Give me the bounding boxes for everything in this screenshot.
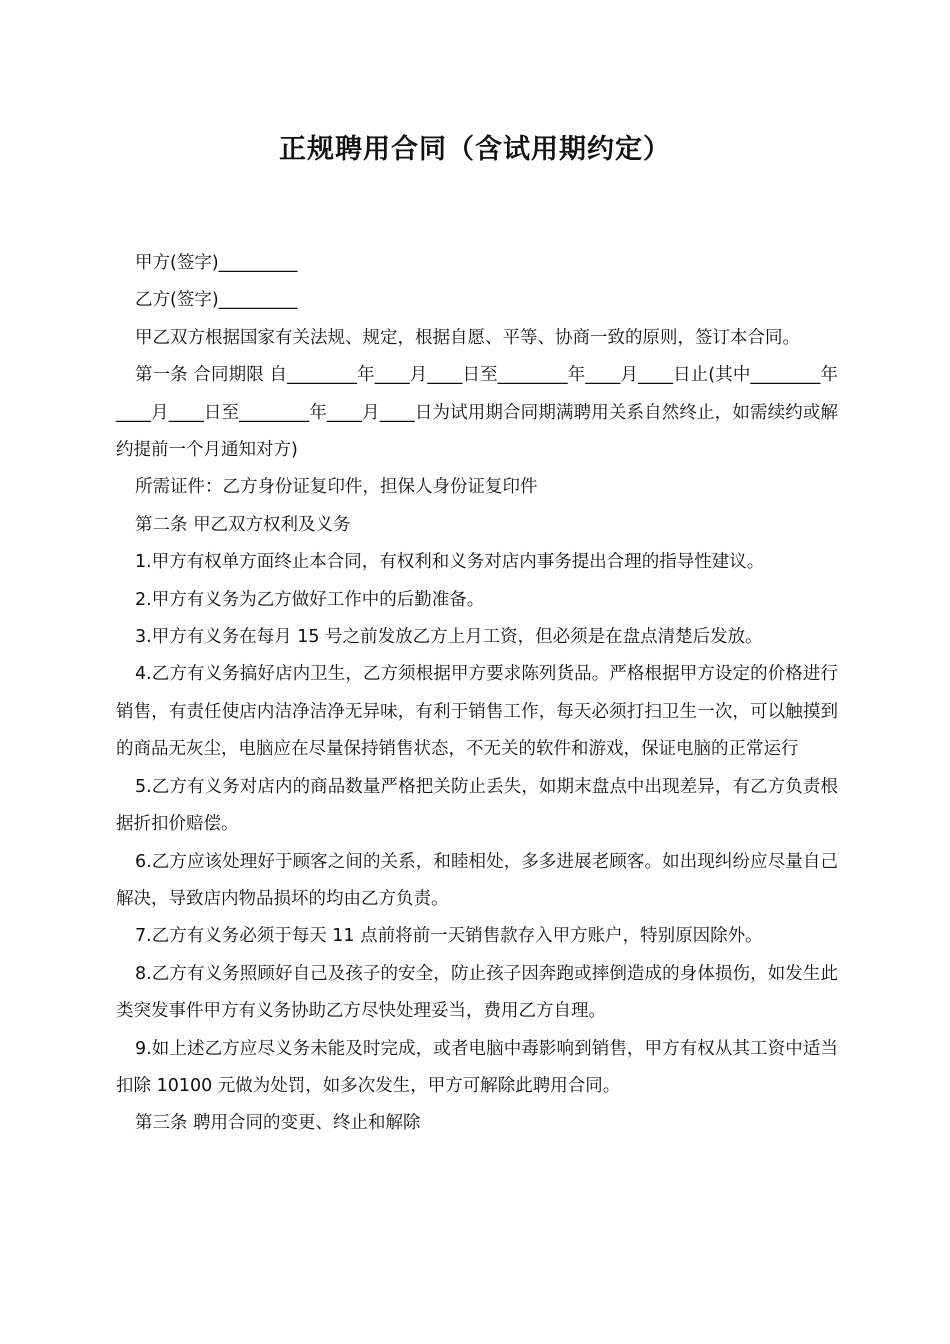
- clause-7: 7.乙方有义务必须于每天 11 点前将前一天销售款存入甲方账户，特别原因除外。: [135, 926, 763, 947]
- clause-3: 3.甲方有义务在每月 15 号之前发放乙方上月工资，但必须是在盘点清楚后发放。: [135, 627, 763, 648]
- clause-1: 1.甲方有权单方面终止本合同，有权利和义务对店内事务提出合理的指导性建议。: [135, 552, 765, 573]
- clause-5: 5.乙方有义务对店内的商品数量严格把关防止丢失，如期末盘点中出现差异，有乙方负责根据折扣价赔偿。: [116, 776, 838, 835]
- clause-9: 9.如上述乙方应尽义务未能及时完成，或者电脑中毒影响到销售，甲方有权从其工资中适当扣除 10100 元做为处罚，如多次发生，甲方可解除此聘用合同。: [116, 1038, 838, 1096]
- clause-8: 8.乙方有义务照顾好自己及孩子的安全，防止孩子因奔跑或摔倒造成的身体损伤，如发生此类突发事件甲方有义务协助乙方尽快处理妥当，费用乙方自理。: [116, 963, 838, 1022]
- party-b-signature-line: 乙方(签字)_________: [135, 290, 298, 311]
- article-2-heading: 第二条 甲乙双方权利及义务: [135, 514, 351, 535]
- document-title: 正规聘用合同（含试用期约定）: [279, 134, 671, 165]
- document-body: [116, 245, 838, 1143]
- article-1-contract-term: 第一条 合同期限 自________年____月____日至________年____月____日止(其中________年____月____日至________年____月____日为试用期合同期满聘用关系自然终止，如需续约或解约提前一个月通知对方): [116, 365, 838, 461]
- clause-4: 4.乙方有义务搞好店内卫生，乙方须根据甲方要求陈列货品。严格根据甲方设定的价格进行销售，有责任使店内洁净洁净无异味，有利于销售工作，每天必须打扫卫生一次，可以触摸到的商品无灰尘，电脑应在尽量保持销售状态，不无关的软件和游戏，保证电脑的正常运行: [116, 664, 838, 760]
- clause-2: 2.甲方有义务为乙方做好工作中的后勤准备。: [135, 589, 485, 610]
- article-3-heading: 第三条 聘用合同的变更、终止和解除: [135, 1113, 421, 1134]
- required-documents: 所需证件：乙方身份证复印件，担保人身份证复印件: [135, 477, 538, 498]
- clause-6: 6.乙方应该处理好于顾客之间的关系，和睦相处，多多进展老顾客。如出现纠纷应尽量自己解决，导致店内物品损坏的均由乙方负责。: [116, 851, 838, 909]
- party-a-signature-line: 甲方(签字)_________: [135, 253, 298, 273]
- intro-paragraph: 甲乙双方根据国家有关法规、规定，根据自愿、平等、协商一致的原则，签订本合同。: [135, 327, 800, 348]
